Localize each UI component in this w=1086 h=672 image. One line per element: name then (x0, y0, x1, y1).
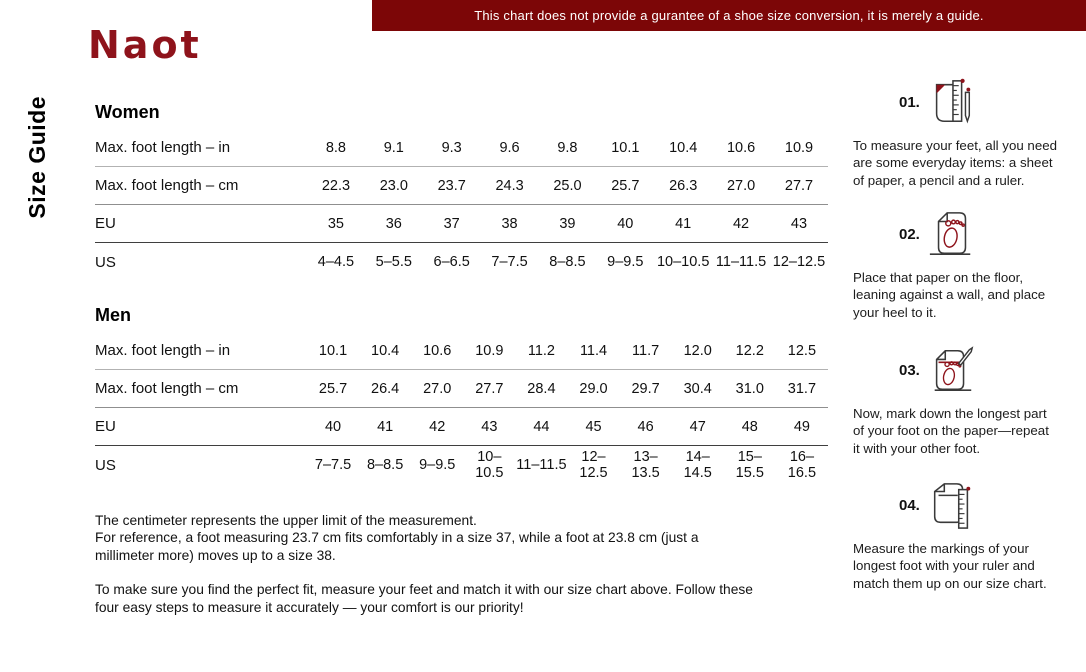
row-label: Max. foot length – cm (95, 167, 307, 205)
size-value: 37 (423, 205, 481, 243)
row-label: US (95, 456, 116, 474)
table-row (95, 129, 828, 167)
size-value: 9.1 (365, 129, 423, 167)
size-value: 10.6 (712, 129, 770, 167)
step-text: Now, mark down the longest part of your foot on the paper—repeat it with your other foot. (853, 406, 1049, 456)
size-value: 27.7 (770, 167, 828, 205)
size-value: 36 (365, 205, 423, 243)
row-label: US (95, 253, 116, 271)
footnote-measurement (95, 512, 760, 564)
size-value: 9–9.5 (607, 254, 644, 270)
size-value: 9.8 (539, 129, 597, 167)
size-value: 38 (481, 205, 539, 243)
size-value: 4–4.5 (317, 254, 355, 270)
size-value: 49 (776, 408, 828, 446)
men-size-table (95, 332, 828, 484)
table-row (95, 332, 828, 370)
row-label: EU (95, 205, 307, 243)
size-value: 9.3 (423, 129, 481, 167)
size-value: 10.4 (359, 332, 411, 370)
step-text: Place that paper on the floor, leaning against a wall, and place your heel to it. (853, 270, 1046, 320)
size-value: 13–13.5 (631, 449, 660, 481)
size-value: 7–7.5 (314, 457, 352, 473)
step-01 (853, 74, 1086, 189)
size-value: 6–6.5 (433, 254, 470, 270)
step-03-header (853, 342, 1086, 398)
paper-ruler-icon (927, 479, 977, 531)
step-number: 02. (899, 225, 920, 243)
size-value: 9.6 (481, 129, 539, 167)
size-value: 11–11.5 (715, 254, 767, 270)
step-03 (853, 342, 1086, 457)
size-value: 46 (620, 408, 672, 446)
size-value: 10.6 (411, 332, 463, 370)
step-text: Measure the markings of your longest foot with your ruler and match them up on our size chart. (853, 541, 1047, 591)
size-value: 40 (596, 205, 654, 243)
size-value: 11.4 (567, 332, 619, 370)
women-size-table (95, 129, 828, 281)
size-value: 31.7 (776, 370, 828, 408)
step-02-header (853, 206, 1086, 262)
size-value: 12–12.5 (579, 449, 608, 481)
step-number: 01. (899, 93, 920, 111)
size-value: 5–5.5 (375, 254, 412, 270)
size-value: 30.4 (672, 370, 724, 408)
size-value: 39 (539, 205, 597, 243)
disclaimer-banner (372, 0, 1086, 31)
size-value: 26.3 (654, 167, 712, 205)
footnote-line-2: For reference, a foot measuring 23.7 cm fits comfortably in a size 37, while a foot at 23.8 cm (just a millimeter more) moves up to a size 38. (95, 530, 699, 563)
size-value: 8–8.5 (549, 254, 586, 270)
size-value: 10–10.5 (656, 254, 710, 270)
table-row (95, 446, 828, 484)
row-label: Max. foot length – in (95, 332, 307, 370)
size-value: 28.4 (515, 370, 567, 408)
size-value: 40 (307, 408, 359, 446)
table-row (95, 243, 828, 281)
size-value: 10.9 (463, 332, 515, 370)
table-row (95, 205, 828, 243)
size-value: 8.8 (307, 129, 365, 167)
row-label: Max. foot length – in (95, 129, 307, 167)
size-value: 12.2 (724, 332, 776, 370)
step-04-header (853, 477, 1086, 533)
row-label: EU (95, 408, 307, 446)
paper-footprint-icon (927, 208, 977, 260)
step-04 (853, 477, 1086, 592)
size-value: 29.7 (620, 370, 672, 408)
size-value: 16–16.5 (787, 449, 817, 481)
size-value: 11.7 (620, 332, 672, 370)
step-01-header (853, 74, 1086, 130)
size-value: 27.0 (712, 167, 770, 205)
size-value: 43 (463, 408, 515, 446)
table-row (95, 167, 828, 205)
size-value: 10.4 (654, 129, 712, 167)
paper-ruler-pencil-icon (927, 76, 977, 128)
size-value: 25.7 (596, 167, 654, 205)
size-value: 22.3 (307, 167, 365, 205)
size-value: 23.7 (423, 167, 481, 205)
size-value: 11–11.5 (516, 457, 567, 473)
size-value: 48 (724, 408, 776, 446)
table-row (95, 408, 828, 446)
paper-footprint-pencil-icon (927, 344, 977, 396)
size-value: 12.5 (776, 332, 828, 370)
size-value: 7–7.5 (491, 254, 528, 270)
footnote-line-1: The centimeter represents the upper limit of the measurement. (95, 513, 477, 528)
size-value: 29.0 (567, 370, 619, 408)
naot-logo: Naot (88, 23, 202, 67)
size-value: 27.0 (411, 370, 463, 408)
size-value: 25.7 (307, 370, 359, 408)
size-value: 12.0 (672, 332, 724, 370)
table-row (95, 370, 828, 408)
size-value: 26.4 (359, 370, 411, 408)
size-value: 8–8.5 (366, 457, 404, 473)
size-value: 10–10.5 (475, 449, 504, 481)
row-label: Max. foot length – cm (95, 370, 307, 408)
size-value: 42 (411, 408, 463, 446)
size-value: 47 (672, 408, 724, 446)
men-heading: Men (95, 305, 131, 325)
size-guide-label: Size Guide (24, 96, 50, 219)
size-chart-area (95, 102, 828, 616)
size-value: 10.1 (307, 332, 359, 370)
step-text: To measure your feet, all you need are some everyday items: a sheet of paper, a pencil and a ruler. (853, 138, 1058, 188)
size-value: 35 (307, 205, 365, 243)
size-value: 9–9.5 (419, 457, 456, 473)
step-number: 03. (899, 361, 920, 379)
size-value: 45 (567, 408, 619, 446)
footnote-instructions: To make sure you find the perfect fit, measure your feet and match it with our size chart above. Follow these four easy steps to measure it accurately — your comfort is our priority! (95, 582, 753, 615)
size-value: 12–12.5 (772, 254, 826, 270)
size-value: 44 (515, 408, 567, 446)
size-value: 41 (359, 408, 411, 446)
size-value: 10.1 (596, 129, 654, 167)
size-value: 23.0 (365, 167, 423, 205)
size-value: 14–14.5 (683, 449, 712, 481)
disclaimer-text: This chart does not provide a gurantee of a shoe size conversion, it is merely a guide. (474, 8, 984, 23)
step-number: 04. (899, 496, 920, 514)
size-value: 10.9 (770, 129, 828, 167)
size-value: 25.0 (539, 167, 597, 205)
size-value: 24.3 (481, 167, 539, 205)
size-value: 15–15.5 (735, 449, 764, 481)
size-value: 27.7 (463, 370, 515, 408)
size-value: 11.2 (515, 332, 567, 370)
step-02 (853, 206, 1086, 321)
size-value: 31.0 (724, 370, 776, 408)
footnotes (95, 512, 760, 616)
women-heading: Women (95, 102, 160, 122)
size-value: 43 (770, 205, 828, 243)
size-value: 42 (712, 205, 770, 243)
size-value: 41 (654, 205, 712, 243)
